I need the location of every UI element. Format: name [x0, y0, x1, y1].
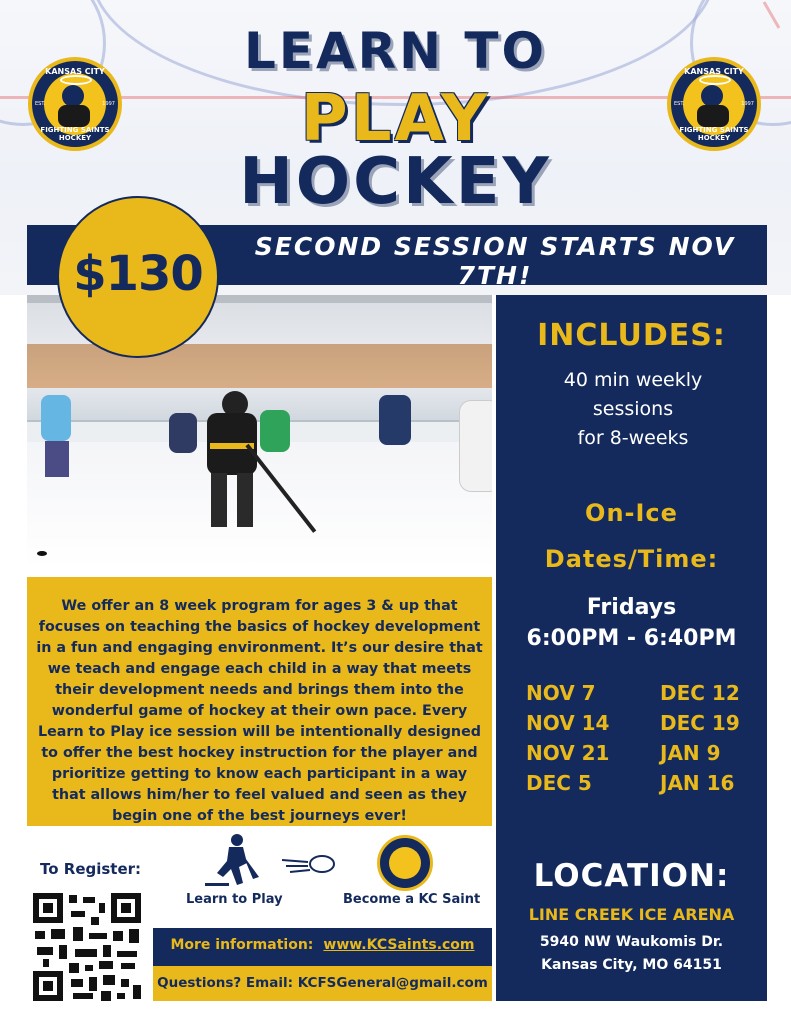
onice-line: On-Ice — [585, 499, 678, 527]
team-logo-left — [28, 57, 122, 151]
logo-top-text: KANSAS CITY — [45, 67, 105, 76]
session-date: DEC 19 — [660, 711, 740, 735]
session-date: NOV 21 — [526, 741, 610, 765]
includes-line: 40 min weekly — [563, 369, 703, 391]
hockey-player-icon[interactable] — [203, 833, 263, 889]
puck-icon — [37, 551, 47, 556]
kc-saints-logo-icon[interactable] — [377, 835, 433, 891]
includes-title: INCLUDES: — [537, 318, 726, 353]
logo-bottom-text: FIGHTING SAINTS HOCKEY — [40, 126, 110, 142]
title-line-3: HOCKEY — [239, 145, 552, 219]
onice-line: Dates/Time: — [544, 545, 719, 573]
logo-est: EST. — [674, 101, 685, 107]
session-date: DEC 5 — [526, 771, 592, 795]
goalie — [459, 400, 492, 492]
logo-year: 1997 — [741, 101, 754, 107]
halo-icon — [699, 75, 731, 85]
address-line: 5940 NW Waukomis Dr. — [539, 934, 724, 950]
player-blue — [41, 395, 71, 441]
price-text: $130 — [73, 246, 203, 302]
session-date: DEC 12 — [660, 681, 740, 705]
hockey-stick — [245, 444, 316, 533]
player-navy — [169, 413, 197, 453]
questions-email[interactable]: Questions? Email: KCFSGeneral@gmail.com — [157, 975, 488, 991]
session-start-text: SECOND SESSION STARTS NOV 7TH! — [254, 232, 736, 290]
logo-bottom-text: FIGHTING SAINTS HOCKEY — [679, 126, 749, 142]
includes-line: sessions — [592, 398, 674, 420]
price-badge — [57, 196, 219, 358]
includes-body — [528, 366, 738, 453]
flying-puck-icon — [280, 852, 336, 878]
player-blue-legs — [45, 441, 69, 477]
player-leg — [211, 473, 227, 527]
logo-est: EST. — [35, 101, 46, 107]
mini-logo-badge — [389, 847, 421, 879]
includes-line: for 8-weeks — [577, 427, 689, 449]
program-description: We offer an 8 week program for ages 3 & up that focuses on teaching the basics of hockey development in a fun and engaging environment. It’s our desire that we teach and engage each child in a way that meets their development needs and brings them into the wonderful game of hockey at their own pace. Every Learn to Play ice session will be intentionally designed to offer the best hockey instruction for the player and prioritize getting to know each participant in a way that allows him/her to feel valued and seen as they begin one of the best journeys ever! — [36, 598, 483, 824]
player-coach — [379, 395, 411, 445]
saint-mascot-icon — [62, 85, 84, 107]
become-kc-saint-label[interactable]: Become a KC Saint — [343, 892, 481, 907]
arena-address — [496, 931, 767, 977]
schedule-time — [496, 592, 767, 654]
player-green — [260, 410, 290, 452]
team-logo-right — [667, 57, 761, 151]
player-leg — [237, 473, 253, 527]
schedule-day: Fridays — [586, 595, 677, 620]
location-title: LOCATION: — [533, 858, 730, 894]
session-date: NOV 14 — [526, 711, 610, 735]
learn-to-play-label[interactable]: Learn to Play — [186, 892, 283, 907]
session-date: JAN 9 — [660, 741, 721, 765]
arena-name: LINE CREEK ICE ARENA — [528, 905, 735, 924]
session-date: JAN 16 — [660, 771, 735, 795]
mascot-body — [58, 105, 90, 127]
logo-top-text: KANSAS CITY — [684, 67, 744, 76]
schedule-hours: 6:00PM - 6:40PM — [526, 626, 737, 651]
register-label: To Register: — [40, 860, 142, 878]
mascot-body — [697, 105, 729, 127]
title-line-2: PLAY — [300, 82, 491, 156]
halo-icon — [60, 75, 92, 85]
address-line: Kansas City, MO 64151 — [541, 957, 722, 973]
session-date: NOV 7 — [526, 681, 596, 705]
saint-mascot-icon — [701, 85, 723, 107]
more-info-text — [153, 937, 492, 953]
logo-year: 1997 — [102, 101, 115, 107]
title-line-1: LEARN TO — [243, 22, 548, 80]
qr-code-icon[interactable] — [33, 893, 141, 1001]
onice-title — [496, 490, 767, 582]
more-info-label: More information: — [170, 937, 314, 953]
website-link[interactable]: www.KCSaints.com — [323, 937, 475, 953]
